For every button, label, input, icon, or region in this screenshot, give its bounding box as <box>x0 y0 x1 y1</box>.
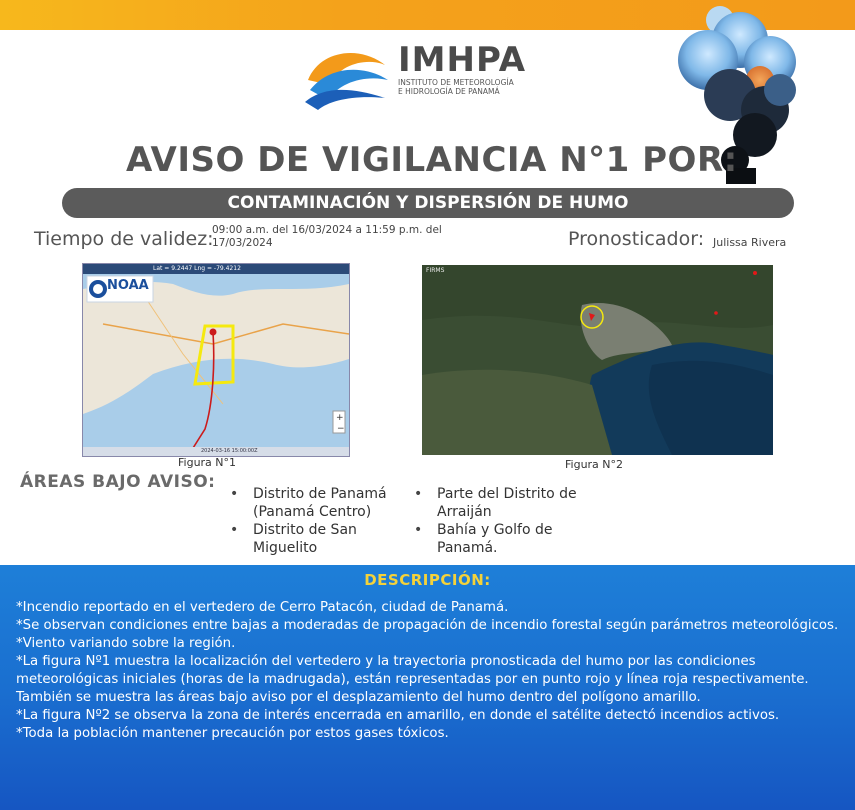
figure-1-caption: Figura N°1 <box>178 456 237 469</box>
description-line: *Toda la población mantener precaución por estos gases tóxicos. <box>16 726 449 741</box>
validity-value: 09:00 a.m. del 16/03/2024 a 11:59 p.m. del 17/03/2024 <box>212 224 442 249</box>
logo-subtitle-line1: INSTITUTO DE METEOROLOGÍA <box>398 78 514 87</box>
description-line: *Incendio reportado en el vertedero de Cerro Patacón, ciudad de Panamá. <box>16 600 509 615</box>
description-line: *Se observan condiciones entre bajas a moderadas de propagación de incendio forestal según parámetros meteorológicos. <box>16 618 839 633</box>
forecaster-label: Pronosticador: <box>568 228 705 250</box>
areas-list-col1 <box>230 485 410 557</box>
svg-text:−: − <box>337 424 345 434</box>
subtitle-banner: CONTAMINACIÓN Y DISPERSIÓN DE HUMO <box>62 188 794 218</box>
forecaster-name: Julissa Rivera <box>713 236 787 249</box>
logo-name: IMHPA <box>398 40 527 80</box>
page-title: AVISO DE VIGILANCIA N°1 POR: <box>126 140 738 180</box>
area-item: • Distrito de Panamá (Panamá Centro) <box>230 485 410 521</box>
fig1-coords: Lat = 9.2447 Lng = -79.4212 <box>153 265 241 272</box>
figure-1-map <box>82 263 350 457</box>
figure-2-satellite <box>422 265 773 455</box>
description-line: *La figura Nº2 se observa la zona de interés encerrada en amarillo, en donde el satélite detectó incendios activos. <box>16 708 780 723</box>
fig2-brand: FIRMS <box>426 267 445 274</box>
validity-label: Tiempo de validez: <box>34 228 214 250</box>
areas-list-col2 <box>414 485 614 557</box>
figure-2-satellite-graphic <box>422 265 773 455</box>
figure-2-caption: Figura N°2 <box>565 458 624 471</box>
area-item: • Distrito de San Miguelito <box>230 521 410 557</box>
logo-subtitle-line2: E HIDROLOGÍA DE PANAMÁ <box>398 87 500 96</box>
description-panel <box>0 565 855 810</box>
description-line: *La figura Nº1 muestra la localización del vertedero y la trayectoria pronosticada del humo por las condiciones meteorológicas iniciales (horas de la madrugada), están representadas por en punto rojo y línea roja respectivamente. También se muestra las áreas bajo aviso por el desplazamiento del humo dentro del polígono amarillo. <box>16 654 809 705</box>
area-item: • Parte del Distrito de Arraiján <box>414 485 614 521</box>
areas-title: ÁREAS BAJO AVISO: <box>20 472 216 492</box>
area-item: • Bahía y Golfo de Panamá. <box>414 521 614 557</box>
description-line: *Viento variando sobre la región. <box>16 636 236 651</box>
description-body <box>16 599 846 743</box>
svg-text:+: + <box>336 413 344 423</box>
description-title: DESCRIPCIÓN: <box>364 571 491 589</box>
noaa-label: NOAA <box>107 278 149 293</box>
fig1-date: 2024-03-16 15:00:00Z <box>201 448 258 454</box>
